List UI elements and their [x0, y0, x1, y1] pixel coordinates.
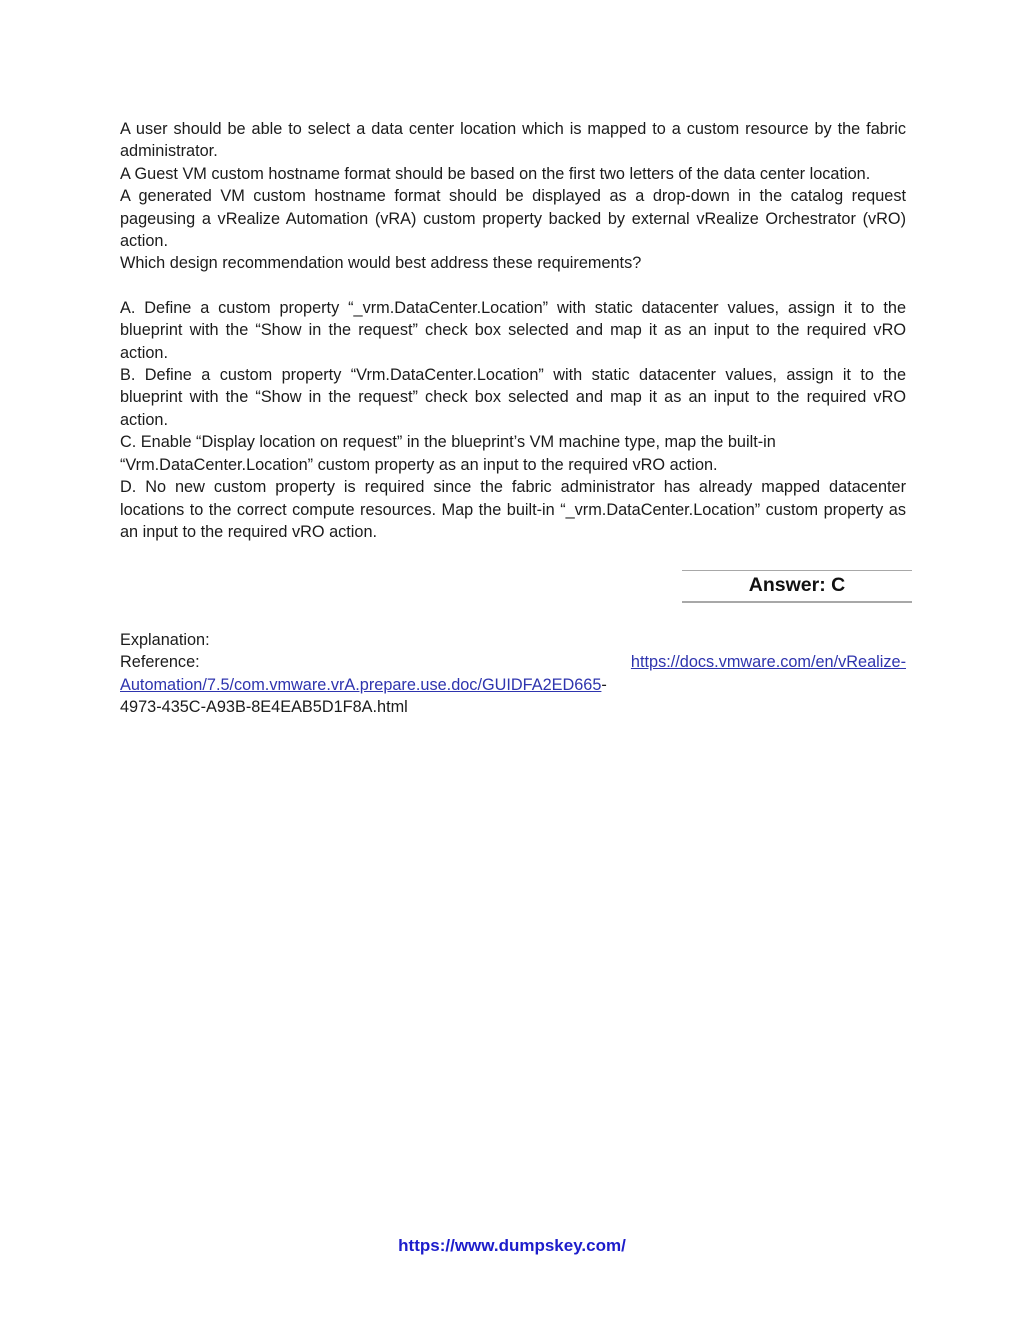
question-paragraph: A generated VM custom hostname format should be displayed as a drop-down in the catalog request pageusing a vRealize Automation (vRA) custom property backed by external vRealize Orchestrator (vRO) action. — [120, 187, 906, 251]
question-prompt: Which design recommendation would best address these requirements? — [120, 254, 642, 273]
option-a: A. Define a custom property “_vrm.DataCenter.Location” with static datacenter values, assign it to the blueprint with the “Show in the request” check box selected and map it as an input to the required vRO action. — [120, 298, 906, 362]
answer-label: Answer: C — [748, 574, 846, 597]
reference-tail-text: 4973-435C-A93B-8E4EAB5D1F8A.html — [120, 697, 408, 716]
reference-link-line1[interactable]: https://docs.vmware.com/en/vRealize- — [630, 653, 906, 672]
explanation-heading: Explanation: — [120, 630, 210, 649]
question-block — [120, 118, 906, 275]
reference-link-suffix: - — [601, 675, 607, 694]
reference-line — [120, 651, 906, 673]
question-paragraph: A Guest VM custom hostname format should be based on the first two letters of the data center location. — [120, 164, 871, 183]
option-d: D. No new custom property is required since the fabric administrator has already mapped datacenter locations to the correct compute resources. Map the built-in “_vrm.DataCenter.Location” custom property as an input to the required vRO action. — [120, 478, 906, 541]
document-body — [120, 118, 906, 718]
options-block — [120, 297, 906, 543]
answer-box — [682, 570, 912, 602]
footer-link[interactable]: https://www.dumpskey.com/ — [398, 1236, 626, 1255]
answer-section — [120, 570, 906, 602]
reference-link-line2[interactable]: Automation/7.5/com.vmware.vrA.prepare.use.doc/GUIDFA2ED665 — [120, 675, 602, 694]
reference-line2 — [120, 674, 906, 696]
page-footer — [0, 1236, 1024, 1256]
option-c: C. Enable “Display location on request” in the blueprint’s VM machine type, map the built-in “Vrm.DataCenter.Location” custom property as an input to the required vRO action. — [120, 433, 776, 474]
reference-label: Reference: — [120, 653, 200, 672]
option-b: B. Define a custom property “Vrm.DataCenter.Location” with static datacenter values, assign it to the blueprint with the “Show in the request” check box selected and map it as an input to the required vRO action. — [120, 366, 906, 429]
explanation-block — [120, 629, 906, 719]
question-paragraph: A user should be able to select a data center location which is mapped to a custom resource by the fabric administrator. — [120, 120, 906, 161]
